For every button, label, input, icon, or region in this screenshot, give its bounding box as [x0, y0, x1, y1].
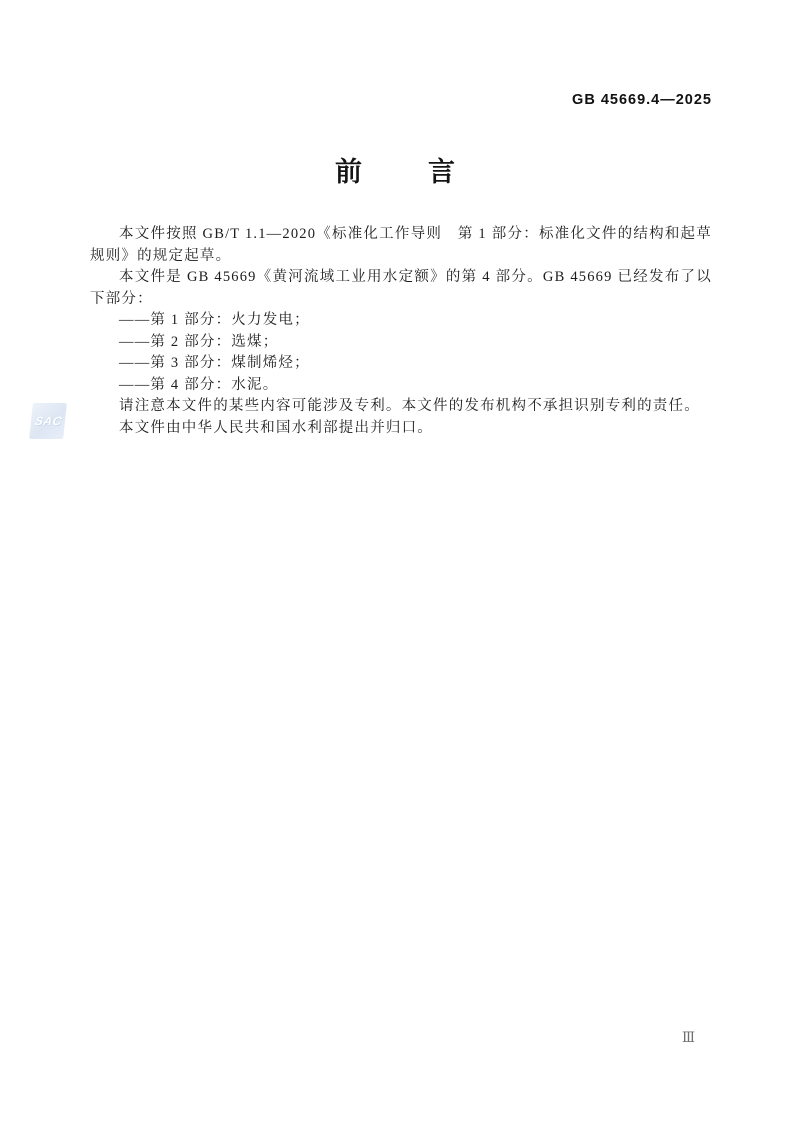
foreword-paragraph: 请注意本文件的某些内容可能涉及专利。本文件的发布机构不承担识别专利的责任。 [119, 398, 700, 414]
sac-watermark [29, 403, 67, 439]
sac-watermark-label: SAC [33, 414, 63, 428]
foreword-paragraph: ——第 4 部分：水泥。 [119, 376, 279, 393]
foreword-paragraph: ——第 3 部分：煤制烯烃； [119, 355, 310, 371]
page-number: Ⅲ [682, 1030, 696, 1046]
page-title: 前 言 [335, 157, 459, 187]
foreword-body [90, 224, 712, 439]
foreword-paragraph: 本文件按照 GB/T 1.1—2020《标准化工作导则 第 1 部分：标准化文件的结构和起草规则》的规定起草。 [90, 226, 712, 264]
foreword-paragraph: ——第 2 部分：选煤； [119, 333, 279, 350]
foreword-paragraph: 本文件是 GB 45669《黄河流域工业用水定额》的第 4 部分。GB 45669 已经发布了以下部分： [90, 269, 712, 307]
foreword-paragraph: ——第 1 部分：火力发电； [119, 312, 310, 328]
foreword-paragraph: 本文件由中华人民共和国水利部提出并归口。 [119, 419, 433, 436]
standard-code: GB 45669.4—2025 [572, 92, 712, 108]
